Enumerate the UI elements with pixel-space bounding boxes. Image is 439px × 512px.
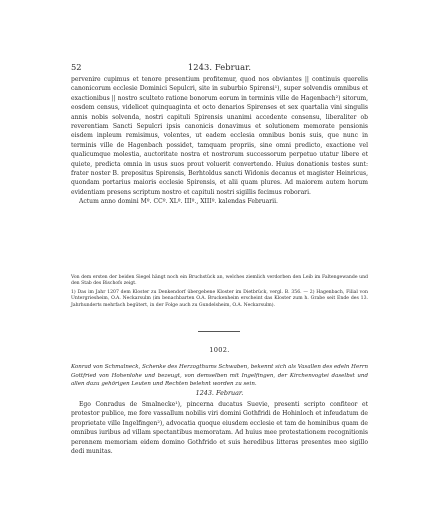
page-header xyxy=(71,62,368,76)
document-body xyxy=(71,400,368,456)
charter-body xyxy=(71,75,368,207)
footnotes: 1) Das im Jahr 1207 dem Kloster zu Denkendorf übergebene Kloster im Dietbrück, vergl. B. 356. — 2) Hagenbach, Filial von Untergriesheim, O.A. Neckarsulm (im benachbarten O.A. Bruckenheim erscheint das Kloster zum h. Grabe seit Ende des 13. Jahrhunderts mehrfach begütert, in der Folge auch zu Gundelsheim, O.A. Neckarsulm). xyxy=(71,290,368,308)
charter-text: pervenire cupimus et tenore presentium profitemur, quod nos obviantes || continuis querelis canonicorum ecclesie Dominici Sepulcri, site in suburbio Spirensi¹), super solvendis omnibus et exactionibus || nostro sculteto ratione bonorum eorum in terminis ville de Hagenbach²) sitorum, eosdem census, videlicet quinquaginta et octo denarios Spirenses et sex quartalia vini singulis annis nobis solvenda, nostri capituli Spirensis unanimi accedente consensu, liberaliter ob reverentiam Sancti Sepulcri ipsis canonicis donavimus et solutionem memorate pensionis eisdem inpleum remisimus, volentes, ut eadem ecclesia omnibus bonis suis, que nunc in terminis ville de Hagenbach possidet, tamquam propriis, sine omni predicto, exactione vel qualicumque molestia, auctoritate nostra et nostrorum successorum perpetuo utatur libere et quiete, predicta omnia in usus suos prout voluerit convertendo. Huius donationis testes sunt: frater noster B. prepositus Spirensis, Berhtoldus sancti Widonis decanus et magister Heinricus, quondam portarius maioris ecclesie Spirensis, et alii quam plures. Ad maiorem autem horum evidentiam presens scriptum nostro et capituli nostri sigillis fecimus roborari. xyxy=(71,76,368,196)
document-number: 1002. xyxy=(209,346,230,354)
document-text: Ego Conradus de Smalnecke¹), pincerna ducatus Suevie, presenti scripto confiteor et protestor publice, me fore vassallum nobilis viri domini Gothfridi de Hohinloch et infeudatum de proprietate ville Ingelfingen²), advocatia quoque eiusdem ecclesie et tam de hominibus quam de omnibus iuribus ad villam spectantibus memoratam. Ad huius mee protestationem recognitionis perennem memoriam eidem domino Gothfrido et suis heredibus litteras presentes meo sigillo dedi munitas. xyxy=(71,401,368,456)
seal-note: Von dem ersten der beiden Siegel hängt noch ein Bruchstück an, welches ziemlich verdorben den Leib im Faltengewande und den Stab des Bischofs zeigt. xyxy=(71,275,368,287)
charter-actum: Actum anno domini Mº. CCº. XLº. IIIº., XIIIº. kalendas Februarii. xyxy=(79,198,278,206)
document-summary: Konrad von Schmalneck, Schenke des Herzogthums Schwaben, bekennt sich als Vasallen des edeln Herrn Gottfried von Hohenlohe und bezeugt, von demselben mit Ingelfingen, der Kirchenvogtei daselbst und allen dazu gehörigen Leuten und Rechten belehnt worden zu sein. xyxy=(71,364,368,388)
running-title: 1243. Februar. xyxy=(187,62,252,72)
section-divider xyxy=(198,331,240,332)
page-number: 52 xyxy=(71,62,82,72)
document-date: 1243. Februar. xyxy=(195,389,244,397)
